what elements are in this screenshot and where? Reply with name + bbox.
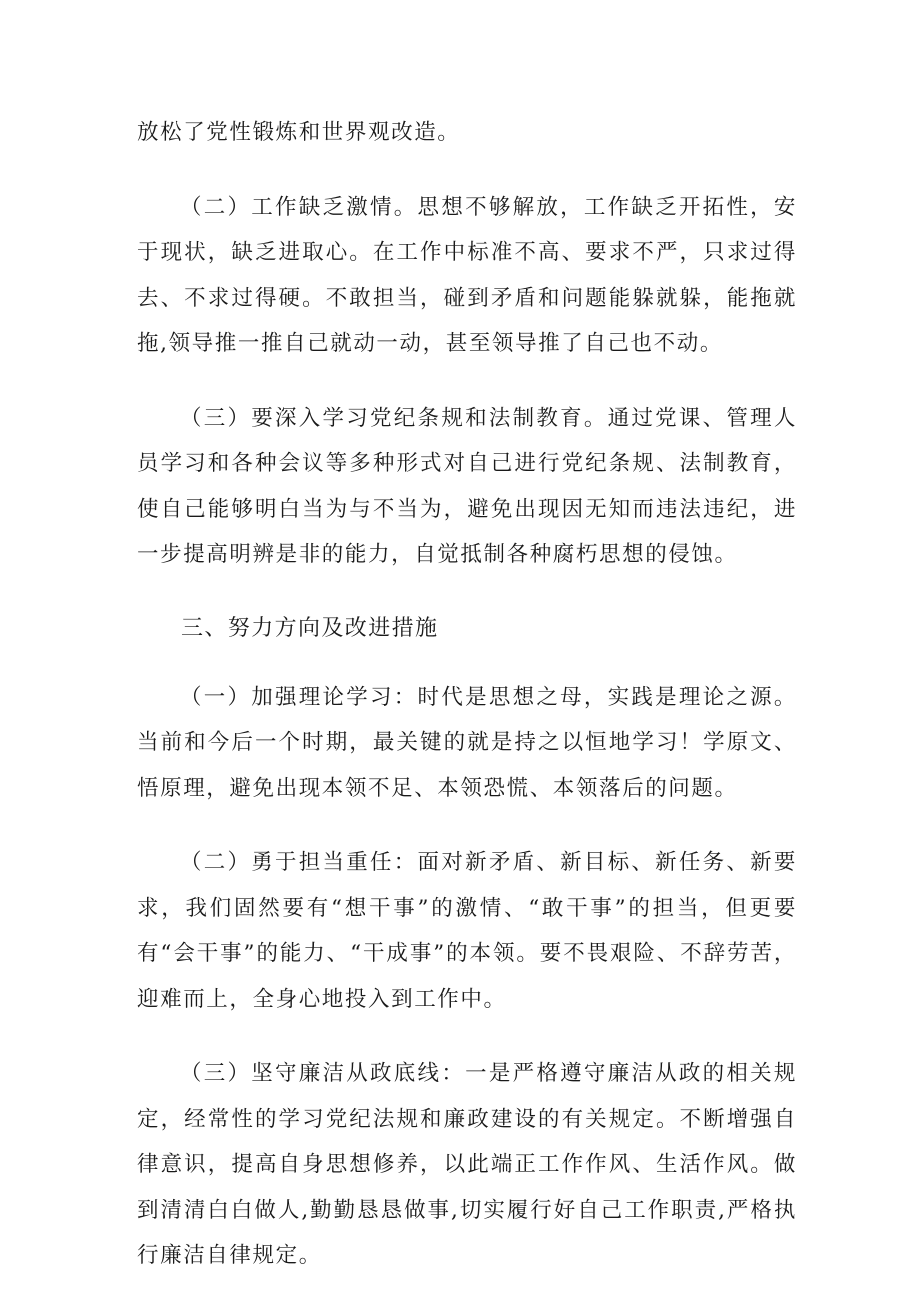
- paragraph-discipline-education: （三）要深入学习党纪条规和法制教育。通过党课、管理人员学习和各种会议等多种形式对自己进行党纪条规、法制教育，使自己能够明白当为与不当为，避免出现因无知而违法违纪，进一步提高明辨是非的能力，自觉抵制各种腐朽思想的侵蚀。: [137, 405, 797, 567]
- paragraph-continuation: 放松了党性锻炼和世界观改造。: [137, 120, 461, 145]
- paragraph-take-responsibility: （二）勇于担当重任：面对新矛盾、新目标、新任务、新要求，我们固然要有“想干事”的激情、“敢干事”的担当，但更要有“会干事”的能力、“干成事”的本领。要不畏艰险、不辞劳苦，迎难而上，全身心地投入到工作中。: [137, 850, 797, 1012]
- paragraph-lack-of-passion: （二）工作缺乏激情。思想不够解放，工作缺乏开拓性，安于现状，缺乏进取心。在工作中标准不高、要求不严，只求过得去、不求过得硬。不敢担当，碰到矛盾和问题能躲就躲，能拖就拖,领导推一推自己就动一动，甚至领导推了自己也不动。: [137, 194, 797, 356]
- document-body: [137, 110, 797, 1308]
- paragraph-theory-study: （一）加强理论学习：时代是思想之母，实践是理论之源。当前和今后一个时期，最关键的就是持之以恒地学习！学原文、悟原理，避免出现本领不足、本领恐慌、本领落后的问题。: [137, 684, 797, 801]
- section-heading-improvement: 三、努力方向及改进措施: [181, 615, 439, 641]
- paragraph-integrity: （三）坚守廉洁从政底线：一是严格遵守廉洁从政的相关规定，经常性的学习党纪法规和廉政建设的有关规定。不断增强自律意识，提高自身思想修养，以此端正工作作风、生活作风。做到清清白白做人,勤勤恳恳做事,切实履行好自己工作职责,严格执行廉洁自律规定。: [137, 1061, 797, 1268]
